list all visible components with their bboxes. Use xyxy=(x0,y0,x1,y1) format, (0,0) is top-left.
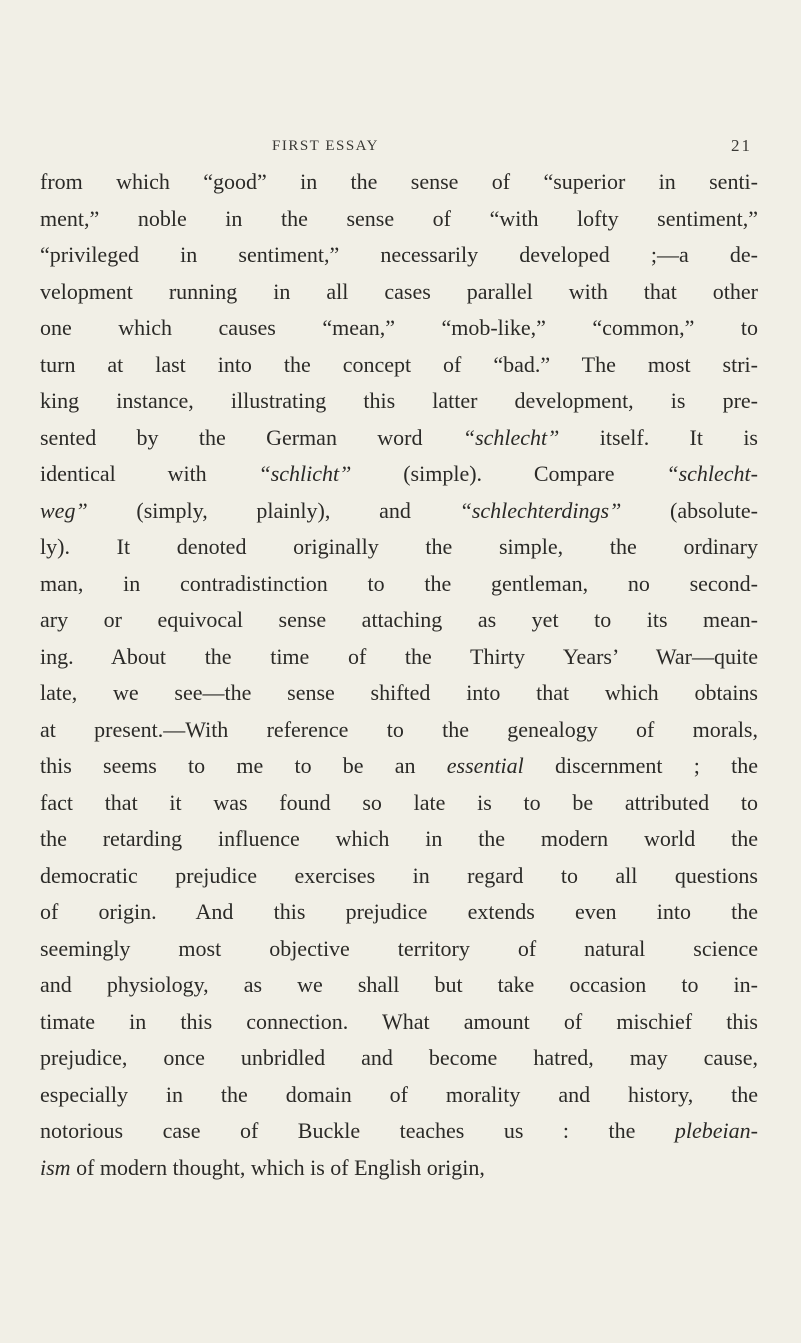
text-segment: man, in contradistinction to the gentleman, no second- xyxy=(40,570,758,596)
text-segment: timate in this connection. What amount of mischief this xyxy=(40,1008,758,1034)
text-line xyxy=(40,566,758,603)
text-segment: ly). It denoted originally the simple, the ordinary xyxy=(40,534,758,559)
text-segment: of modern thought, which is of English origin, xyxy=(70,1154,485,1180)
text-segment: (absolute- xyxy=(621,497,758,523)
text-line xyxy=(40,931,758,968)
text-segment: the retarding influence which in the modern world the xyxy=(40,826,758,851)
page-number: 21 xyxy=(731,136,752,155)
text-line xyxy=(40,894,758,931)
text-line xyxy=(40,748,758,785)
text-line xyxy=(40,1150,758,1187)
text-segment: notorious case of Buckle teaches us : the xyxy=(40,1118,675,1143)
text-segment: ary or equivocal sense attaching as yet to its mean- xyxy=(40,607,758,632)
text-segment: one which causes “mean,” “mob-like,” “common,” to xyxy=(40,315,758,340)
text-line xyxy=(40,493,758,530)
text-line xyxy=(40,456,758,493)
italic-segment: “schlecht- xyxy=(666,461,758,486)
text-line xyxy=(40,967,758,1004)
text-segment: (simply, plainly), and xyxy=(87,497,460,523)
text-segment: itself. It is xyxy=(559,424,758,450)
text-segment: king instance, illustrating this latter development, is pre- xyxy=(40,388,758,413)
text-segment: fact that it was found so late is to be attributed to xyxy=(40,789,758,815)
text-segment: identical with xyxy=(40,461,259,486)
text-segment: seemingly most objective territory of natural science xyxy=(40,935,758,961)
text-segment: velopment running in all cases parallel with that other xyxy=(40,278,758,304)
text-line xyxy=(40,347,758,384)
italic-segment: ism xyxy=(40,1154,71,1180)
italic-segment: weg” xyxy=(40,497,88,523)
text-segment: late, we see—the sense shifted into that which obtains xyxy=(40,680,758,705)
italic-segment: plebeian- xyxy=(674,1118,758,1143)
text-line xyxy=(40,675,758,712)
text-line xyxy=(40,274,758,311)
italic-segment: “schlechterdings” xyxy=(459,497,622,523)
text-line xyxy=(40,639,758,676)
text-segment: especially in the domain of morality and history, the xyxy=(40,1081,758,1107)
text-segment: discernment ; the xyxy=(523,753,758,778)
text-segment: at present.—With reference to the genealogy of morals, xyxy=(40,716,758,742)
text-line xyxy=(40,1040,758,1077)
text-line xyxy=(40,310,758,347)
text-line xyxy=(40,201,758,238)
text-segment: this seems to me to be an xyxy=(40,753,447,778)
running-head xyxy=(0,138,801,162)
text-line xyxy=(40,420,758,457)
text-segment: “privileged in sentiment,” necessarily developed ;—a de- xyxy=(40,242,758,267)
italic-segment: “schlicht” xyxy=(258,461,352,486)
text-segment: (simple). Compare xyxy=(351,461,667,486)
text-line xyxy=(40,785,758,822)
italic-segment: “schlecht” xyxy=(462,424,560,450)
text-segment: from which “good” in the sense of “superior in senti- xyxy=(40,169,758,194)
text-line xyxy=(40,858,758,895)
text-line xyxy=(40,164,758,201)
text-line xyxy=(40,1004,758,1041)
text-line xyxy=(40,602,758,639)
body-text xyxy=(40,164,758,1186)
italic-segment: essential xyxy=(446,753,524,778)
text-segment: of origin. And this prejudice extends even into the xyxy=(40,899,758,924)
text-segment: and physiology, as we shall but take occasion to in- xyxy=(40,972,758,997)
text-line xyxy=(40,821,758,858)
text-segment: ment,” noble in the sense of “with lofty sentiment,” xyxy=(40,205,758,231)
text-line xyxy=(40,1113,758,1150)
text-line xyxy=(40,383,758,420)
text-line xyxy=(40,237,758,274)
text-line xyxy=(40,529,758,566)
running-title: FIRST ESSAY xyxy=(272,138,379,154)
text-line xyxy=(40,712,758,749)
text-line xyxy=(40,1077,758,1114)
text-segment: prejudice, once unbridled and become hatred, may cause, xyxy=(40,1045,758,1070)
text-segment: turn at last into the concept of “bad.” The most stri- xyxy=(40,351,758,377)
text-segment: sented by the German word xyxy=(40,424,463,450)
text-segment: democratic prejudice exercises in regard to all questions xyxy=(40,862,758,888)
text-segment: ing. About the time of the Thirty Years’ War—quite xyxy=(40,643,758,669)
